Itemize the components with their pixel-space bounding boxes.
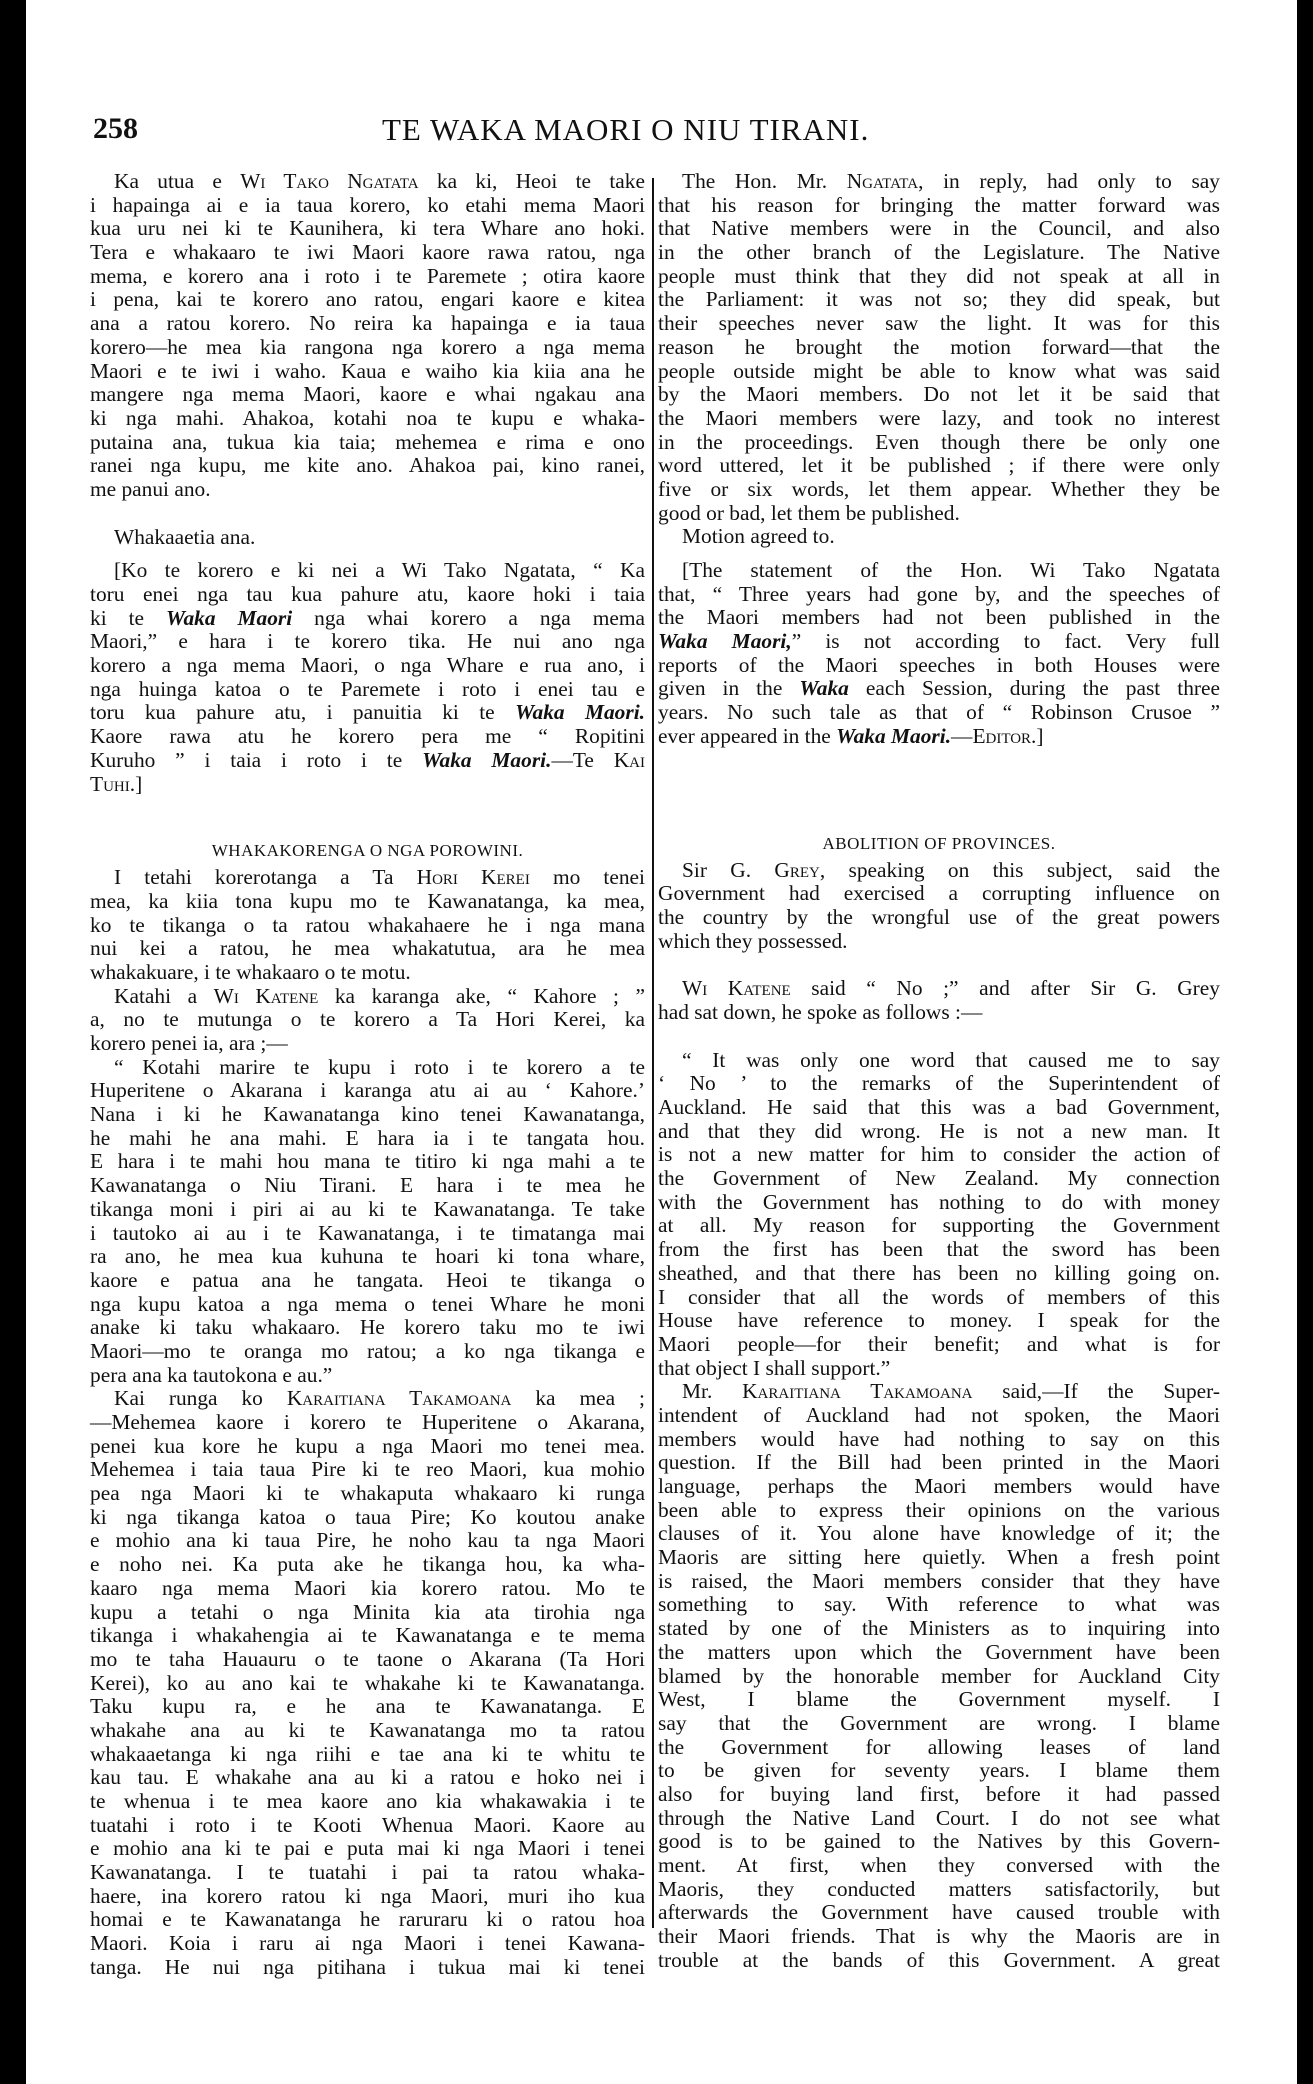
text-line: ana a ratou korero. No reira ka hapainga e ia taua: [90, 311, 645, 336]
text-line: e mohio ana ki te pai e puta mai ki nga Maori i tenei: [90, 1836, 645, 1861]
text-line: e mohio ana ki taua Pire, he noho kau ta nga Maori: [90, 1528, 645, 1553]
text-line: the country by the wrongful use of the great powers: [658, 904, 1220, 929]
text-line: ki nga tikanga katoa o taua Pire; Ko koutou anake: [90, 1504, 645, 1529]
text-line: E hara i te mahi hou mana te titiro ki nga mahi a te: [90, 1149, 645, 1174]
text-line: stated by one of the Ministers as to inquiring into: [658, 1616, 1220, 1641]
text-line: Maoris, they conducted matters satisfactorily, but: [658, 1876, 1220, 1901]
text-line: and that they did wrong. He is not a new man. It: [658, 1118, 1220, 1143]
text-line: anake ki taku whakaaro. He korero taku mo te iwi: [90, 1315, 645, 1340]
text-line: in the other branch of the Legislature. The Native: [658, 240, 1220, 265]
text-run: , in reply, had only to say: [918, 169, 1220, 193]
text-line: clauses of it. You alone have knowledge of it; the: [658, 1521, 1220, 1546]
text-run: ” is not according to fact. Very full: [791, 629, 1220, 654]
section-heading-english: ABOLITION OF PROVINCES.: [822, 833, 1056, 853]
right-column: [658, 170, 1220, 1972]
spacer: [658, 749, 1220, 789]
text-line: korero penei ia, ara ;—: [90, 1031, 288, 1055]
spacer: [658, 789, 1220, 829]
text-line: he mahi he ana mahi. E hara ia i te tangata hou.: [90, 1125, 645, 1150]
text-run: ka mea ;: [511, 1386, 645, 1411]
text-run: Mr.: [682, 1379, 743, 1404]
text-line: e noho nei. Ka puta ake he tikanga hou, ka wha-: [90, 1552, 645, 1577]
text-line: [90, 866, 645, 890]
text-line: the matters upon which the Government have been: [658, 1639, 1220, 1664]
text-line: mea, ka kiia tona kupu mo te Kawanatanga, ka mea,: [90, 888, 645, 913]
text-run: Kai runga ko: [114, 1386, 287, 1411]
text-line: reports of the Maori speeches in both Houses were: [658, 652, 1220, 677]
text-line: Maori people—for their benefit; and what is for: [658, 1331, 1220, 1356]
text-line: Kaore rawa atu he korero pera me “ Ropitini: [90, 724, 645, 749]
text-line: [658, 630, 1220, 654]
newspaper-title: Waka Maori,: [658, 629, 792, 654]
newspaper-title: Waka Maori: [166, 605, 293, 630]
text-line: nga huinga katoa o te Paremete i roto i enei tau e: [90, 676, 645, 701]
text-run: —: [951, 723, 973, 748]
paragraph-ngatata-maori: [90, 170, 645, 502]
text-run: Sir G.: [682, 857, 775, 882]
paragraph-katene-english: [658, 977, 1220, 1024]
text-run: ka ki, Heoi te take: [418, 169, 645, 193]
text-line: trouble at the bands of this Government. A great: [658, 1947, 1220, 1972]
scan-border-left: [0, 0, 26, 2084]
speaker-name: Wi Katene: [213, 983, 319, 1008]
text-line: whakaaetanga ki nga riihi e tae ana ki te whitu te: [90, 1741, 645, 1766]
text-run: ever appeared in the: [658, 723, 837, 748]
text-line: something to say. With reference to what was: [658, 1592, 1220, 1617]
motion-agreed-english: Motion agreed to.: [682, 524, 835, 549]
text-line: years. No such tale as that of “ Robinson Crusoe ”: [658, 700, 1220, 725]
paragraph-ngatata-english: [658, 170, 1220, 525]
text-run: ]: [1036, 723, 1044, 748]
text-line: “ Kotahi marire te kupu i roto i te korero a te: [114, 1054, 645, 1079]
text-run: mo tenei: [529, 865, 645, 890]
text-line: Maoris are sitting here quietly. When a fresh point: [658, 1545, 1220, 1570]
text-line: Mehemea i taia taua Pire ki te reo Maori, kua mohio: [90, 1457, 645, 1482]
text-line: mema, e korero ana i roto i te Paremete ; otira kaore: [90, 263, 645, 288]
text-line: intendent of Auckland had not spoken, the Maori: [658, 1402, 1220, 1427]
text-line: [The statement of the Hon. Wi Tako Ngatata: [682, 558, 1220, 582]
speaker-name: Hori Kerei: [416, 865, 530, 890]
text-line: sheathed, and that there has been no killing going on.: [658, 1260, 1220, 1285]
text-line: Maori,” e hara i te korero tika. He nui ano nga: [90, 629, 645, 654]
text-line: with the Government has nothing to do with money: [658, 1189, 1220, 1214]
text-line: ranei nga kupu, me kite ano. Ahakoa pai, kino ranei,: [90, 453, 645, 478]
page-number: 258: [93, 112, 138, 145]
text-line: [90, 749, 645, 773]
paragraph-grey-english: [658, 859, 1220, 954]
text-line: “ It was only one word that caused me to say: [682, 1047, 1220, 1072]
speaker-name: Karaitiana Takamoana: [286, 1386, 512, 1411]
text-run: ki te: [90, 605, 167, 630]
text-line: Taku kupu ra, e he ana te Kawanatanga. E: [90, 1694, 645, 1719]
text-line: tuatahi i roto i te Kooti Whenua Maori. Kaore au: [90, 1812, 645, 1837]
spacer: [658, 953, 1220, 977]
text-line: in the proceedings. Even though there be only one: [658, 429, 1220, 454]
text-line: ra ano, he mea kua kuhuna te hoari ki tona whare,: [90, 1244, 645, 1269]
text-line: ‘ No ’ to the remarks of the Superintendent of: [658, 1071, 1220, 1096]
text-line: tikanga i whakahengia ai te Kawanatanga e te mema: [90, 1623, 645, 1648]
paragraph-takamoana-english: [658, 1380, 1220, 1972]
newspaper-title: Waka Maori.: [836, 723, 952, 748]
text-line: [658, 859, 1220, 883]
text-line: that Native members were in the Council, and also: [658, 216, 1220, 241]
text-line: whakakuare, i te whakaaro o te motu.: [90, 959, 411, 984]
quote-katene-maori: [90, 1056, 645, 1388]
text-line: also for buying land first, before it had passed: [658, 1781, 1220, 1806]
text-line: a, no te mutunga o te korero a Ta Hori Kerei, ka: [90, 1007, 645, 1032]
text-line: kaore e patua ana he tangata. Heoi te tikanga o: [90, 1267, 645, 1292]
text-line: [90, 170, 645, 194]
text-line: their speeches never saw the light. It was for this: [658, 311, 1220, 336]
text-line: Maori—mo te oranga mo ratou; a ko nga tikanga e: [90, 1338, 645, 1363]
text-run: The Hon. Mr.: [682, 169, 847, 193]
text-line: [658, 977, 1220, 1001]
scan-border-right: [1297, 0, 1313, 2084]
text-line: Government had exercised a corrupting influence on: [658, 881, 1220, 906]
speaker-name: Wi Tako Ngatata: [240, 169, 419, 193]
text-line: [658, 677, 1220, 701]
section-heading-maori: WHAKAKORENGA O NGA POROWINI.: [211, 841, 524, 861]
text-line: ko te tikanga o ta ratou whakahaere he i nga mana: [90, 912, 645, 937]
text-line: their Maori friends. That is why the Maoris are in: [658, 1924, 1220, 1949]
text-run: said,—If the Super-: [972, 1379, 1220, 1404]
text-line: tikanga moni i piri ai au ki te Kawanatanga. Te take: [90, 1196, 645, 1221]
editor-credit: Editor.: [972, 723, 1037, 748]
text-line: Maori e te iwi i waho. Kaua e waiho kia kiia ana he: [90, 358, 645, 383]
text-line: is not a new matter for him to consider the action of: [658, 1142, 1220, 1167]
text-line: ki nga mahi. Ahakoa, kotahi noa te kupu e whaka-: [90, 405, 645, 430]
spacer: [90, 502, 645, 526]
text-run: ]: [135, 771, 143, 796]
text-line: Kawanatanga o Niu Tirani. E hara i te mea he: [90, 1173, 645, 1198]
text-line: question. If the Bill had been printed in the Maori: [658, 1450, 1220, 1475]
text-line: the Government for allowing leases of land: [658, 1734, 1220, 1759]
text-run: nga whai korero a nga mema: [292, 605, 645, 630]
text-line: Nana i ki he Kawanatanga kino tenei Kawanatanga,: [90, 1102, 645, 1127]
text-line: kaaro nga mema Maori kia korero ratou. Mo te: [90, 1575, 645, 1600]
text-line: which they possessed.: [658, 928, 848, 953]
text-line: [90, 1387, 645, 1411]
text-line: —Mehemea kaore i korero te Huperitene o Akarana,: [90, 1410, 645, 1434]
text-run: Katahi a: [114, 983, 214, 1008]
newspaper-title: Waka: [799, 676, 849, 701]
text-line: homai e te Kawanatanga he raruraru ki o ratou hoa: [90, 1907, 645, 1932]
text-line: afterwards the Government have caused trouble with: [658, 1900, 1220, 1925]
text-line: putaina ana, tukua kia taia; mehemea e rima e ono: [90, 429, 645, 454]
text-line: te whenua i te mea kaore ano kia whakawakia i te: [90, 1789, 645, 1813]
text-run: Ka utua e: [114, 169, 241, 193]
text-line: Huperitene o Akarana i karanga atu ai au ‘ Kahore.’: [90, 1078, 645, 1103]
text-line: mo te taha Hauauru o te taone o Akarana (Ta Hori: [90, 1646, 645, 1671]
text-line: mangere nga mema Maori, kaore e whai ngakau ana: [90, 382, 645, 407]
text-line: ment. At first, when they conversed with the: [658, 1853, 1220, 1877]
text-line: korero a nga mema Maori, o nga Whare e rua ano, i: [90, 653, 645, 678]
text-line: pera ana ka tautokona e au.”: [90, 1362, 333, 1387]
text-line: West, I blame the Government myself. I: [658, 1687, 1220, 1712]
text-line: tanga. He nui nga pitihana i tukua mai ki tenei: [90, 1954, 645, 1979]
text-line: kau tau. E whakahe ana au ki a ratou e hoko nei i: [90, 1765, 645, 1790]
text-line: say that the Government are wrong. I blame: [658, 1710, 1220, 1735]
text-line: nga kupu katoa a nga mema o tenei Whare he moni: [90, 1291, 645, 1316]
paragraph-takamoana-maori: [90, 1387, 645, 1979]
text-line: penei kua kore he kupu a nga Maori mo tenei mea.: [90, 1433, 645, 1458]
text-line: Kerei), ko au ano kai te whakahe ki te Kawanatanga.: [90, 1670, 645, 1695]
text-line: [90, 773, 645, 797]
text-line: good or bad, let them be published.: [658, 500, 960, 525]
spacer: [658, 1025, 1220, 1049]
text-run: given in the: [658, 676, 800, 701]
text-line: reason he brought the motion forward—that the: [658, 334, 1220, 359]
text-line: through the Native Land Court. I do not see what: [658, 1805, 1220, 1830]
text-line: the Government of New Zealand. My connection: [658, 1166, 1220, 1191]
text-line: the Maori members had not been published in the: [658, 605, 1220, 630]
left-column: [90, 170, 645, 1980]
running-title: TE WAKA MAORI O NIU TIRANI.: [382, 112, 870, 147]
text-line: kupu a tetahi o nga Minita kia ata tirohia nga: [90, 1599, 645, 1624]
editor-note-english: [658, 559, 1220, 749]
quote-katene-english: [658, 1049, 1220, 1381]
text-line: Auckland. He said that this was a bad Government,: [658, 1095, 1220, 1119]
text-line: kua uru nei ki te Kaunihera, ki tera Whare ano hoki.: [90, 216, 645, 241]
text-line: Maori. Koia i raru ai nga Maori i tenei Kawana-: [90, 1931, 645, 1956]
text-line: korero—he mea kia rangona nga korero a nga mema: [90, 334, 645, 359]
text-line: that his reason for bringing the matter forward was: [658, 192, 1220, 217]
text-run: I tetahi korerotanga a Ta: [114, 865, 417, 890]
spacer: [90, 796, 645, 836]
text-line: [90, 701, 645, 725]
text-line: House have reference to money. I speak for the: [658, 1308, 1220, 1333]
text-line: Kawanatanga. I te tuatahi i pai ta ratou whaka-: [90, 1860, 645, 1885]
newspaper-title: Waka Maori.: [515, 700, 645, 725]
text-line: [90, 985, 645, 1009]
text-line: been able to express their opinions on the various: [658, 1497, 1220, 1522]
paragraph-katene-maori: [90, 985, 645, 1056]
text-line: people outside might be able to know what was said: [658, 358, 1220, 383]
text-line: that object I shall support.”: [658, 1355, 891, 1380]
text-line: at all. My reason for supporting the Government: [658, 1213, 1220, 1238]
text-run: said “ No ;” and after Sir G. Grey: [790, 976, 1220, 1001]
newspaper-title: Waka Maori.: [422, 747, 552, 772]
editor-credit: Tuhi.: [90, 771, 136, 796]
text-line: that, “ Three years had gone by, and the speeches of: [658, 581, 1220, 606]
text-line: to be given for seventy years. I blame them: [658, 1758, 1220, 1783]
text-line: nui kei a ratou, he mea whakatutua, ara he mea: [90, 936, 645, 961]
motion-agreed-maori: Whakaaetia ana.: [114, 524, 256, 549]
text-line: toru enei nga tau kua pahure atu, kaore hoki i taia: [90, 582, 645, 606]
text-line: is raised, the Maori members consider that they have: [658, 1568, 1220, 1593]
text-line: [Ko te korero e ki nei a Wi Tako Ngatata, “ Ka: [114, 558, 645, 583]
editor-credit: Kai: [613, 747, 646, 772]
column-divider: [652, 178, 654, 1928]
text-line: whakahe ana au ki te Kawanatanga mo ta ratou: [90, 1717, 645, 1742]
text-line: [658, 725, 1220, 749]
text-line: blamed by the honorable member for Auckland City: [658, 1663, 1220, 1688]
text-line: language, perhaps the Maori members would have: [658, 1474, 1220, 1498]
editor-note-maori: [90, 559, 645, 796]
text-run: , speaking on this subject, said the: [819, 857, 1220, 882]
text-line: [658, 170, 1220, 194]
text-line: five or six words, let them appear. Whether they be: [658, 476, 1220, 501]
text-line: the Maori members were lazy, and took no interest: [658, 405, 1220, 430]
speaker-name: Wi Katene: [682, 976, 791, 1001]
speaker-name: Grey: [774, 857, 820, 882]
text-line: had sat down, he spoke as follows :—: [658, 999, 983, 1024]
text-run: —Te: [551, 747, 614, 772]
text-run: toru kua pahure atu, i panuitia ki te: [90, 700, 516, 725]
text-line: people must think that they did not speak at all in: [658, 263, 1220, 288]
text-line: Tera e whakaaro te iwi Maori kaore rawa ratou, nga: [90, 240, 645, 265]
text-line: word uttered, let it be published ; if there were only: [658, 453, 1220, 478]
text-run: Kuruho ” i taia i roto i te: [90, 747, 423, 772]
text-line: members would have had nothing to say on this: [658, 1426, 1220, 1451]
text-line: [658, 1380, 1220, 1404]
text-line: I consider that all the words of members of this: [658, 1284, 1220, 1309]
text-line: me panui ano.: [90, 476, 211, 501]
paragraph-grey-maori: [90, 866, 645, 984]
text-line: haere, ina korero ratou ki nga Maori, muri iho kua: [90, 1883, 645, 1908]
speaker-name: Karaitiana Takamoana: [742, 1379, 973, 1404]
text-line: from the first has been that the sword has been: [658, 1237, 1220, 1262]
speaker-name: Ngatata: [846, 169, 919, 193]
text-line: i hapainga ai e ia taua korero, ko etahi mema Maori: [90, 192, 645, 217]
text-line: by the Maori members. Do not let it be said that: [658, 382, 1220, 407]
text-run: ka karanga ake, “ Kahore ; ”: [318, 983, 645, 1008]
text-line: i tautoko ai au i te Kawanatanga, i te timatanga mai: [90, 1220, 645, 1245]
text-line: i pena, kai te korero ano ratou, engari kaore e kitea: [90, 287, 645, 312]
text-line: good is to be gained to the Natives by this Govern-: [658, 1829, 1220, 1854]
text-line: the Parliament: it was not so; they did speak, but: [658, 287, 1220, 312]
text-line: [90, 607, 645, 631]
text-run: each Session, during the past three: [848, 676, 1220, 701]
text-line: pea nga Maori ki te whakaputa whakaaro ki runga: [90, 1481, 645, 1506]
